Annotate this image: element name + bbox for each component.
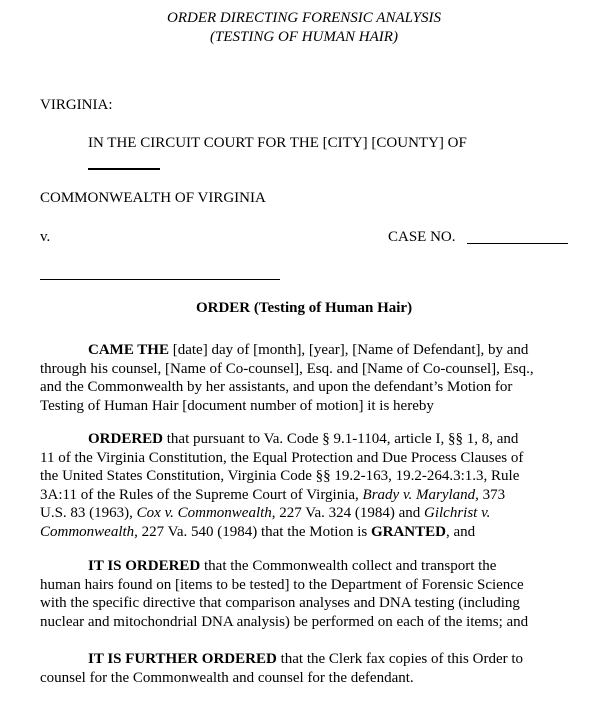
granted-text: GRANTED <box>370 523 446 540</box>
p2-line5-b: , 227 Va. 324 (1984) and <box>271 505 425 521</box>
document-title-line1: ORDER DIRECTING FORENSIC ANALYSIS <box>167 10 441 26</box>
versus-label: v. <box>40 229 51 245</box>
p1-line1: [date] day of [month], [year], [Name of Defendant], by and <box>168 342 529 358</box>
p1-line3: and the Commonwealth by her assistants, and upon the defendant’s Motion for <box>40 379 513 395</box>
paragraph-further-ordered <box>40 650 580 687</box>
case-no-label: CASE NO. <box>388 229 456 245</box>
paragraph-came-the <box>40 341 580 415</box>
case-no-blank-line <box>467 243 568 244</box>
p3-line3: with the specific directive that comparison analyses and DNA testing (including <box>40 595 520 611</box>
p1-line4: Testing of Human Hair [document number of motion] it is hereby <box>40 397 434 414</box>
p2-line2: 11 of the Virginia Constitution, the Equal Protection and Due Process Clauses of <box>40 449 524 466</box>
p2-line4-a: 3A:11 of the Rules of the Supreme Court of Virginia, <box>40 486 363 503</box>
plaintiff-label: COMMONWEALTH OF VIRGINIA <box>40 190 266 206</box>
p2-line4-b: , 373 <box>475 486 506 503</box>
state-label: VIRGINIA: <box>40 97 113 113</box>
court-blank-line <box>88 168 160 170</box>
case-citation-gilchrist-cont: Commonwealth <box>40 523 135 540</box>
court-label: IN THE CIRCUIT COURT FOR THE [CITY] [COUNTY] OF <box>88 135 467 151</box>
p1-lead: CAME THE <box>88 342 169 358</box>
p3-line4: nuclear and mitochondrial DNA analysis) be performed on each of the items; and <box>40 613 529 630</box>
p1-line2: through his counsel, [Name of Co-counsel], Esq. and [Name of Co-counsel], Esq., <box>40 360 534 377</box>
p2-line3: the United States Constitution, Virginia Code §§ 19.2-163, 19.2-264.3:1.3, Rule <box>40 468 520 484</box>
p2-lead: ORDERED <box>88 431 164 447</box>
p3-line1: that the Commonwealth collect and transport the <box>200 558 497 574</box>
p4-lead: IT IS FURTHER ORDERED <box>88 651 277 667</box>
defendant-blank-line <box>40 279 280 280</box>
p2-line1: that pursuant to Va. Code § 9.1-1104, article I, §§ 1, 8, and <box>163 431 519 447</box>
case-citation-cox: Cox v. Commonwealth <box>136 505 272 521</box>
p4-line1: that the Clerk fax copies of this Order to <box>276 651 524 667</box>
case-citation-brady: Brady v. Maryland <box>362 486 476 503</box>
case-citation-gilchrist: Gilchrist v. <box>424 505 491 521</box>
p2-line6-a: , 227 Va. 540 (1984) that the Motion is <box>134 523 371 540</box>
document-title-line2: (TESTING OF HUMAN HAIR) <box>210 29 398 45</box>
p4-line2: counsel for the Commonwealth and counsel for the defendant. <box>40 669 414 686</box>
paragraph-it-is-ordered <box>40 557 580 631</box>
p2-line6-b: , and <box>445 523 476 540</box>
p3-line2: human hairs found on [items to be tested] to the Department of Forensic Science <box>40 576 524 593</box>
order-heading: ORDER (Testing of Human Hair) <box>195 300 413 316</box>
p3-lead: IT IS ORDERED <box>88 558 201 574</box>
p2-line5-a: U.S. 83 (1963), <box>40 505 137 521</box>
paragraph-ordered <box>40 430 580 541</box>
